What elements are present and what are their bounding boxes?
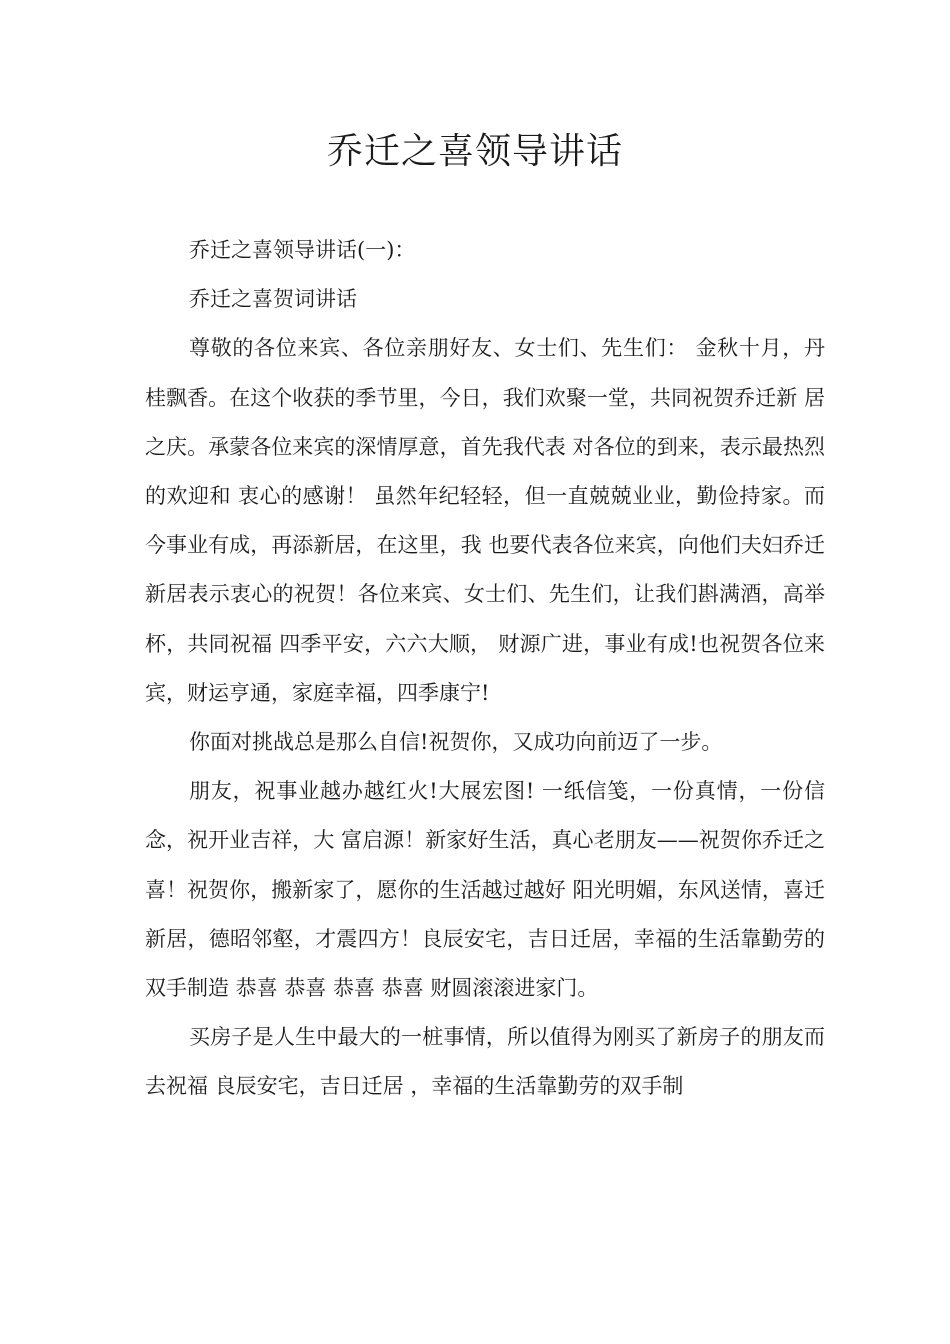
paragraph-wishes: 朋友，祝事业越办越红火!大展宏图! 一纸信笺，一份真情，一份信念，祝开业吉祥，大 富启源！新家好生活，真心老朋友——祝贺你乔迁之喜！祝贺你，搬新家了，愿你的生活越过越好 阳光明媚，东风送情，喜迁新居，德昭邻壑，才震四方！良辰安宅，吉日迁居，幸福的生活靠勤劳的双手制造 恭喜 恭喜 恭喜 恭喜 财圆滚滚进家门。 <box>145 779 825 1001</box>
paragraph-confidence: 你面对挑战总是那么自信!祝贺你，又成功向前迈了一步。 <box>189 730 723 755</box>
paragraph-speech: 尊敬的各位来宾、各位亲朋好友、女士们、先生们： 金秋十月，丹桂飘香。在这个收获的季节里，今日，我们欢聚一堂，共同祝贺乔迁新 居之庆。承蒙各位来宾的深情厚意，首先我代表 对各位的到来，表示最热烈的欢迎和 衷心的感谢！ 虽然年纪轻轻，但一直兢兢业业，勤俭持家。而今事业有成，再添新居，在这里，我 也要代表各位来宾，向他们夫妇乔迁新居表示衷心的祝贺！各位来宾、女士们、先生们，让我们斟满酒，高举杯，共同祝福 四季平安，六六大顺， 财源广进，事业有成!也祝贺各位来宾，财运亨通，家庭幸福，四季康宁! <box>145 336 825 705</box>
document-title: 乔迁之喜领导讲话 <box>326 131 623 172</box>
document-body <box>145 226 825 1112</box>
paragraph-heading: 乔迁之喜贺词讲话 <box>189 287 357 312</box>
paragraph-subtitle: 乔迁之喜领导讲话(一)： <box>189 238 416 262</box>
paragraph-house: 买房子是人生中最大的一桩事情，所以值得为刚买了新房子的朋友而去祝福 良辰安宅，吉日迁居 ，幸福的生活靠勤劳的双手制 <box>145 1025 825 1099</box>
